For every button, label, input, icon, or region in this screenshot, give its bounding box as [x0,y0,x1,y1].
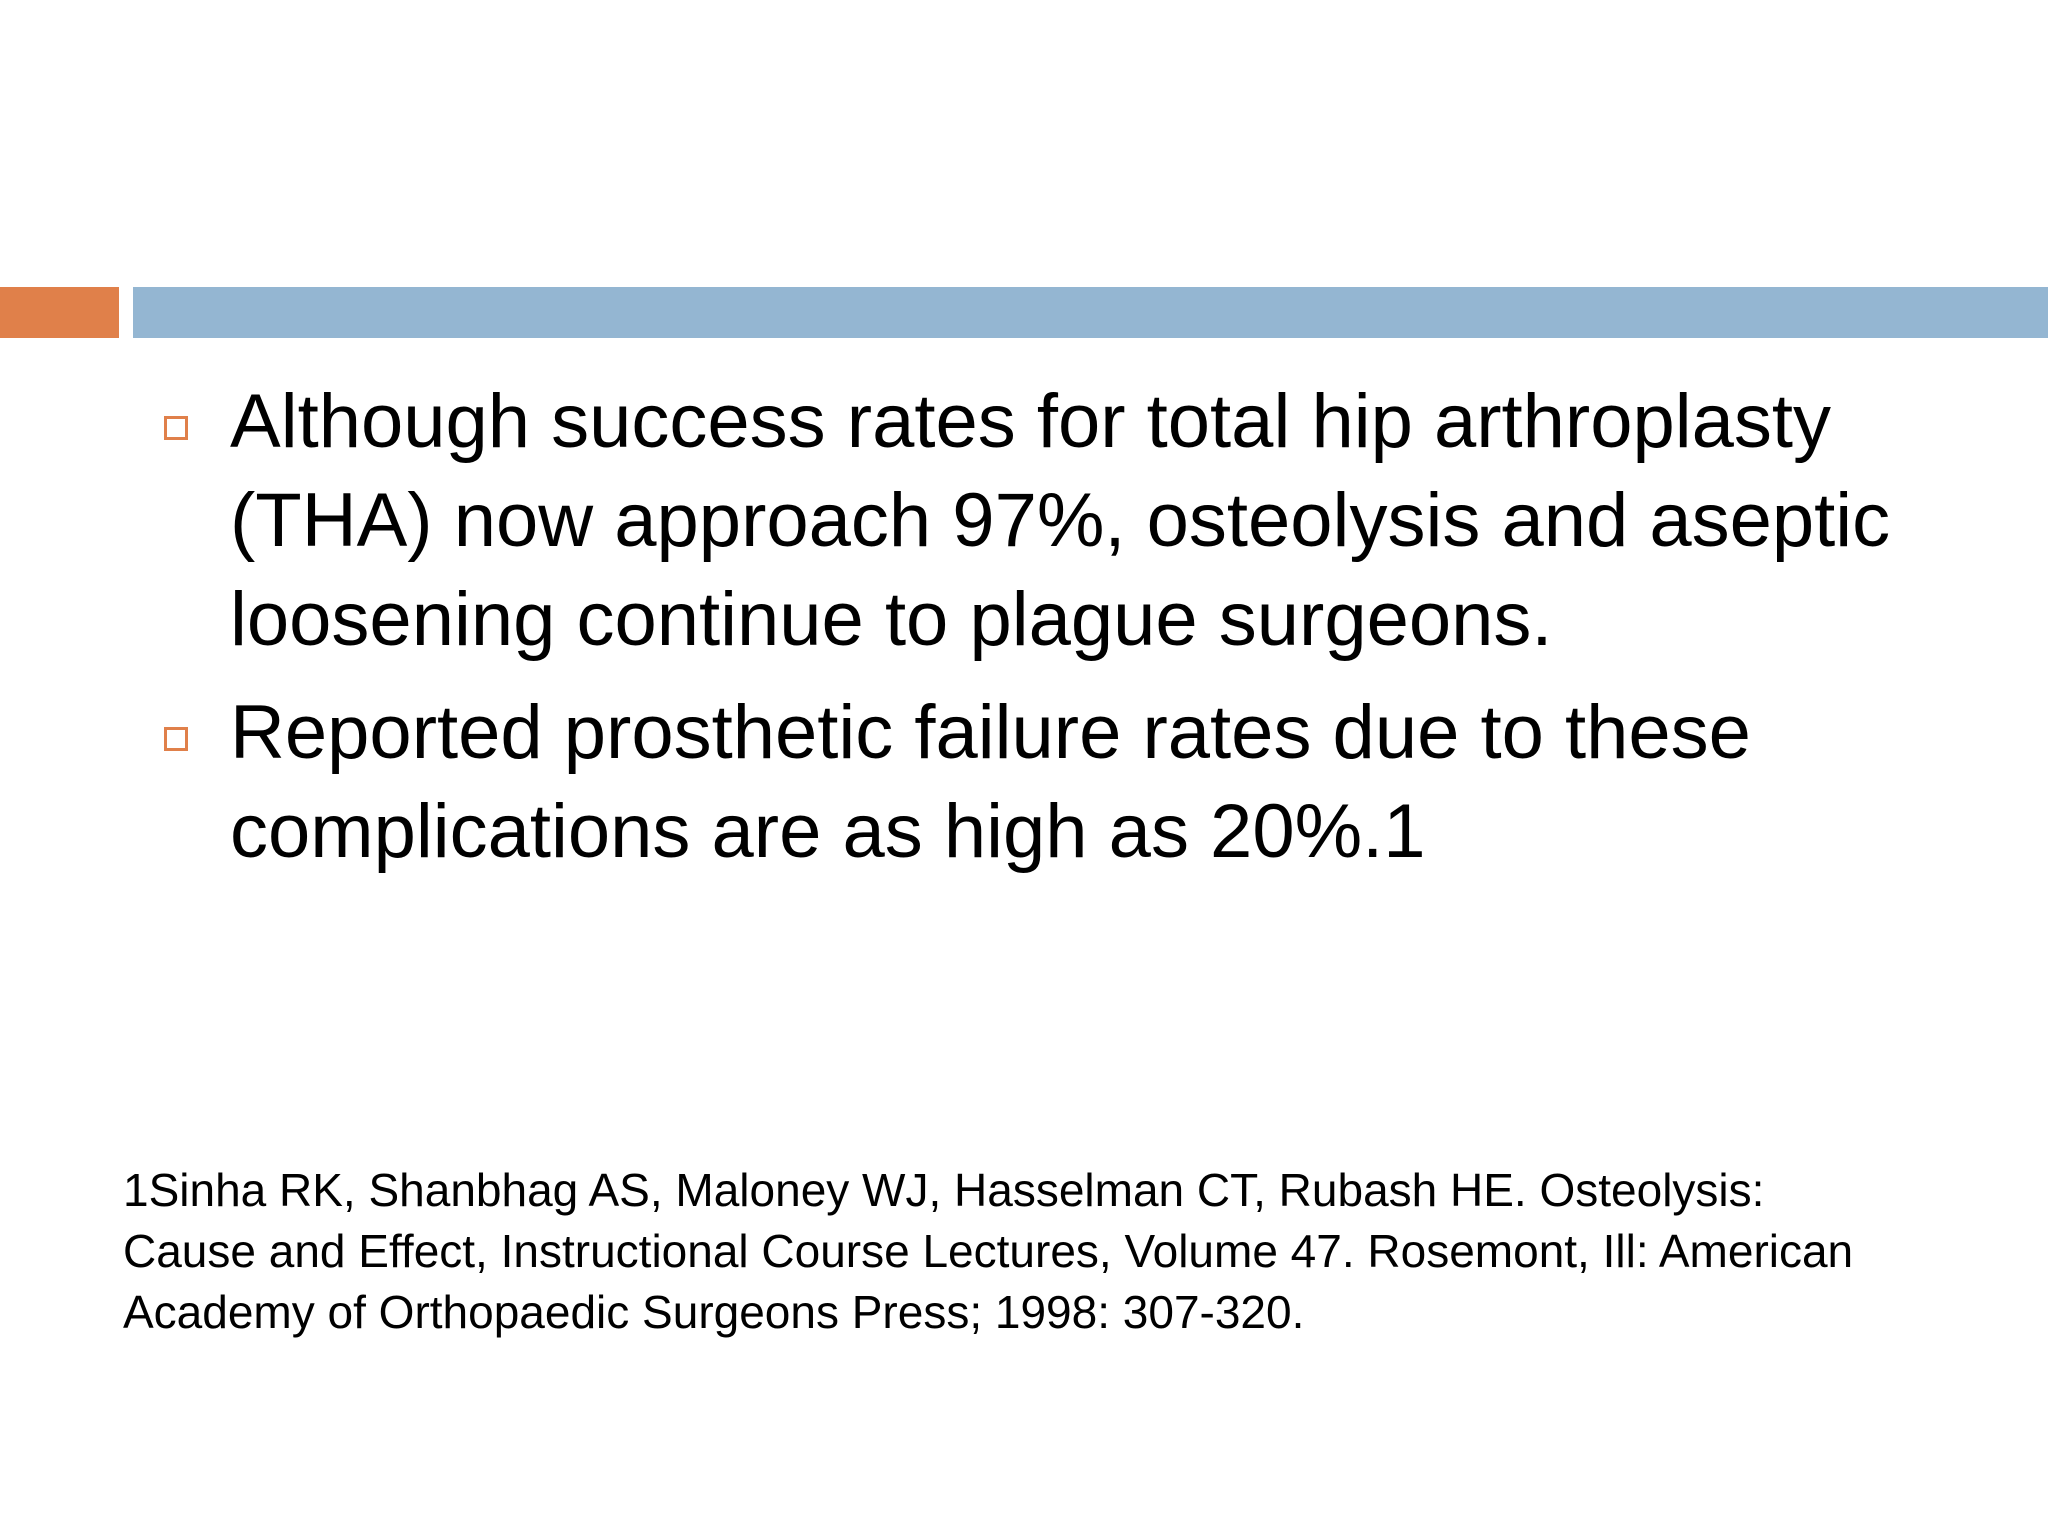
bullet-text: Although success rates for total hip arthroplasty (THA) now approach 97%, osteolysis and aseptic loosening continue to plague surgeons. [230,379,1891,662]
hollow-square-bullet-icon [164,416,188,440]
header-accent-bar-blue [133,287,2048,338]
hollow-square-bullet-icon [164,727,188,751]
bullet-item [160,372,1980,669]
reference-footnote: 1Sinha RK, Shanbhag AS, Maloney WJ, Hasselman CT, Rubash HE. Osteolysis: Cause and Effect, Instructional Course Lectures, Volume 47. Rosemont, Ill: American Academy of Orthopaedic Surgeons Press; 1998: 307-320. [123,1164,1854,1338]
bullet-text: Reported prosthetic failure rates due to these complications are as high as 20%.1 [230,690,1751,874]
bullet-list [160,372,1980,895]
header-accent-bar-orange [0,287,119,338]
bullet-item [160,683,1980,881]
